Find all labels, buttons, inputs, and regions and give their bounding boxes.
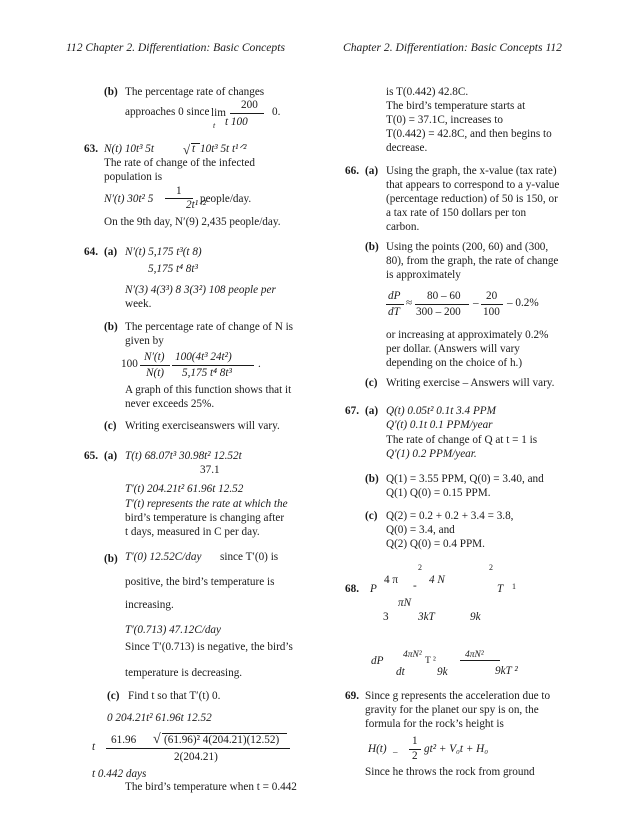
p68-3kt: 3kT — [418, 611, 435, 623]
p67a-eq-1: Q(t) 0.05t² 0.1t 3.4 PPM — [386, 405, 496, 417]
p65c-den: 2(204.21) — [174, 751, 218, 763]
p65-part-b: (b) — [104, 553, 118, 565]
p65a-eq-1: T(t) 68.07t³ 30.98t² 12.52t — [125, 450, 242, 462]
p64a-eq-2: 5,175 t⁴ 8t³ — [148, 263, 198, 275]
p63-equation: N(t) 10t³ 5t — [104, 143, 154, 155]
limit-label: lim — [211, 107, 226, 119]
limit-numerator: 200 — [241, 99, 258, 111]
p66b-dp: dP — [388, 290, 401, 302]
p65c-sqrt: (61.96)² 4(204.21)(12.52) — [164, 734, 280, 746]
p68-4pi: 4 π — [384, 574, 399, 586]
p65c-line-1: The bird’s temperature when t = 0.442 — [125, 781, 297, 793]
p65b-line-2: increasing. — [125, 599, 174, 611]
p69-minus: – — [393, 747, 398, 757]
p68-9k-2: 9k — [437, 666, 448, 678]
p67-part-a: (a) — [365, 405, 379, 417]
p68-t: T — [497, 583, 504, 595]
p66-part-c: (c) — [365, 377, 378, 389]
header-left: 112 Chapter 2. Differentiation: Basic Concepts — [66, 41, 285, 54]
p63-frac-num: 1 — [176, 185, 182, 197]
p65a-line-3: t days, measured in C per day. — [125, 526, 260, 538]
p65a-eq-2: T′(t) 204.21t² 61.96t 12.52 — [125, 483, 244, 495]
p69-h: H(t) — [368, 743, 387, 755]
p68-p: P — [370, 583, 377, 595]
sqrt-icon-2: √ — [153, 732, 161, 747]
p68-t2: T ² — [425, 656, 436, 666]
p64b-num-2: 100(4t³ 24t²) — [175, 351, 232, 363]
p65b-eq: T′(0) 12.52C/day — [125, 551, 202, 563]
p63-derivative: N′(t) 30t² 5 — [104, 193, 154, 205]
p65-part-c: (c) — [107, 690, 120, 702]
p67b-line-2: Q(1) Q(0) = 0.15 PPM. — [386, 487, 491, 499]
problem-63-number: 63. — [84, 143, 98, 155]
p68-num-2: 4πN² — [465, 650, 484, 660]
p69-line-4: Since he throws the rock from ground — [365, 766, 535, 778]
cont-line-4: T(0.442) = 42.8C, and then begins to — [386, 128, 552, 140]
p67c-line-1: Q(2) = 0.2 + 0.2 + 3.4 = 3.8, — [386, 510, 514, 522]
p63-frac-den: 2t¹ᐟ² — [186, 199, 207, 211]
problem-65-number: 65. — [84, 450, 98, 462]
p66b-dt: dT — [388, 306, 400, 318]
problem-68-number: 68. — [345, 583, 359, 595]
p66a-line-1: Using the graph, the x-value (tax rate) — [386, 165, 557, 177]
p68-sup-2: 2 — [489, 563, 493, 572]
p66b-line-3: is approximately — [386, 269, 461, 281]
p66b-line-6: depending on the choice of h.) — [386, 357, 523, 369]
p67a-eq-2: Q′(t) 0.1t 0.1 PPM/year — [386, 419, 493, 431]
p64b-den-1: N(t) — [146, 367, 165, 379]
cont-line-1: is T(0.442) 42.8C. — [386, 86, 469, 98]
p68-sup-1: 2 — [418, 563, 422, 572]
p64a-eq-1: N′(t) 5,175 t³(t 8) — [125, 246, 202, 258]
p64b-frac-bar-1 — [140, 365, 170, 366]
p63-sqrt-arg: t — [192, 143, 196, 155]
p64b-line-1: The percentage rate of change of N is — [125, 321, 294, 333]
p66-part-a: (a) — [365, 165, 379, 177]
p64b-den-2: 5,175 t⁴ 8t³ — [182, 367, 232, 379]
limit-fraction-bar — [230, 113, 264, 114]
problem-64-number: 64. — [84, 246, 98, 258]
p65b-since: since T′(0) is — [220, 551, 279, 563]
p68-one: 1 — [512, 582, 516, 591]
problem-66-number: 66. — [345, 165, 359, 177]
p66b-line-4: or increasing at approximately 0.2% — [386, 329, 549, 341]
p63-unit: people/day. — [200, 193, 252, 205]
p65c-text: Find t so that T′(t) 0. — [128, 690, 221, 702]
p64c-text: Writing exerciseanswers will vary. — [125, 420, 280, 432]
p64b-line-4: never exceeds 25%. — [125, 398, 215, 410]
p69-half-num: 1 — [412, 735, 418, 747]
p66b-frac-bar-2 — [481, 304, 503, 305]
p64a-eq-3: N′(3) 4(3³) 8 3(3²) 108 people per — [125, 284, 276, 296]
p65-part-a: (a) — [104, 450, 118, 462]
p66c-text: Writing exercise – Answers will vary. — [386, 377, 555, 389]
p68-pin: πN — [398, 597, 412, 609]
p67-part-c: (c) — [365, 510, 378, 522]
p66b-result: – 0.2% — [507, 297, 539, 309]
p66b-den-1: 300 – 200 — [416, 306, 461, 318]
p68-dp: dP — [371, 655, 384, 667]
p69-half-den: 2 — [412, 750, 418, 762]
p66b-frac-bar-1 — [415, 304, 469, 305]
p65b-line-5: temperature is decreasing. — [125, 667, 243, 679]
p65a-eq-1b: 37.1 — [200, 464, 220, 476]
p68-dash: - — [413, 580, 417, 592]
p63-line-2: population is — [104, 171, 163, 183]
limit-subscript: t — [213, 121, 216, 130]
p68-4n: 4 N — [429, 574, 445, 586]
p66a-line-5: carbon. — [386, 221, 420, 233]
header-right: Chapter 2. Differentiation: Basic Concepts 112 — [343, 41, 562, 54]
limit-denominator: t 100 — [225, 116, 248, 128]
problem-69-number: 69. — [345, 690, 359, 702]
p66b-frac-bar-0 — [386, 304, 404, 305]
p64b-line-2: given by — [125, 335, 164, 347]
p69-line-1: Since g represents the acceleration due to — [365, 690, 551, 702]
cont-line-3: T(0) = 37.1C, increases to — [386, 114, 503, 126]
p68-three: 3 — [383, 611, 389, 623]
p65b-line-4: Since T′(0.713) is negative, the bird’s — [125, 641, 293, 653]
p66b-line-5: per dollar. (Answers will vary — [386, 343, 520, 355]
p65b-line-1: positive, the bird’s temperature is — [125, 576, 275, 588]
p69-line-3: formula for the rock’s height is — [365, 718, 504, 730]
p66b-line-2: 80), from the graph, the rate of change — [386, 255, 559, 267]
part-b-label: (b) — [104, 86, 118, 98]
p66b-line-1: Using the points (200, 60) and (300, — [386, 241, 549, 253]
p66b-approx: ≈ — [406, 297, 413, 309]
p64b-100: 100 — [121, 358, 138, 370]
p67a-line-1: The rate of change of Q at t = 1 is — [386, 434, 538, 446]
p65c-num-1: 61.96 — [111, 734, 137, 746]
p66-part-b: (b) — [365, 241, 379, 253]
cont-line-5: decrease. — [386, 142, 428, 154]
p64b-num-1: N′(t) — [144, 351, 165, 363]
p67c-line-2: Q(0) = 3.4, and — [386, 524, 455, 536]
p64b-line-3: A graph of this function shows that it — [125, 384, 292, 396]
p69-line-2: gravity for the planet our spy is on, the — [365, 704, 539, 716]
p66b-minus: – — [473, 297, 479, 309]
p68-den-2: 9kT ² — [495, 665, 518, 677]
cont-line-2: The bird’s temperature starts at — [386, 100, 526, 112]
p65a-line-2: bird’s temperature is changing after — [125, 512, 285, 524]
p66b-den-2: 100 — [483, 306, 500, 318]
problem-67-number: 67. — [345, 405, 359, 417]
p66b-num-2: 20 — [486, 290, 498, 302]
p63-line-1: The rate of change of the infected — [104, 157, 255, 169]
p64b-frac-bar-2 — [172, 365, 254, 366]
part-b-text: The percentage rate of changes — [125, 86, 265, 98]
p66a-line-2: that appears to correspond to a y-value — [386, 179, 560, 191]
p63-equation-2: 10t³ 5t t¹ᐟ² — [200, 143, 247, 155]
p65c-t: t — [92, 741, 96, 753]
p65a-line-1: T′(t) represents the rate at which the — [125, 498, 288, 510]
p64-part-b: (b) — [104, 321, 118, 333]
p65c-eq-1: 0 204.21t² 61.96t 12.52 — [107, 712, 212, 724]
p68-num-1: 4πN² — [403, 650, 422, 660]
sqrt-icon: √ — [183, 142, 191, 157]
p67c-line-3: Q(2) Q(0) = 0.4 PPM. — [386, 538, 485, 550]
p64b-dot: . — [258, 358, 261, 370]
p65c-frac-bar — [106, 748, 290, 749]
p68-frac-bar — [460, 660, 500, 661]
p65c-result: t 0.442 days — [92, 768, 147, 780]
p67-part-b: (b) — [365, 473, 379, 485]
p64-part-a: (a) — [104, 246, 118, 258]
p66a-line-4: a tax rate of 150 dollars per ton — [386, 207, 527, 219]
p68-dt: dt — [396, 666, 405, 678]
p67a-line-2: Q′(1) 0.2 PPM/year. — [386, 448, 477, 460]
limit-end: 0. — [272, 106, 281, 118]
p64a-eq-4: week. — [125, 298, 152, 310]
p67b-line-1: Q(1) = 3.55 PPM, Q(0) = 3.40, and — [386, 473, 544, 485]
p66a-line-3: (percentage reduction) of 50 is 150, or — [386, 193, 558, 205]
p68-9k: 9k — [470, 611, 481, 623]
p66b-num-1: 80 – 60 — [427, 290, 461, 302]
p64-part-c: (c) — [104, 420, 117, 432]
part-b-approach: approaches 0 since — [125, 106, 210, 118]
p65b-line-3: T′(0.713) 47.12C/day — [125, 624, 221, 636]
p63-line-3: On the 9th day, N′(9) 2,435 people/day. — [104, 216, 281, 228]
p69-rest: gt² + V₀t + H₀ — [424, 743, 489, 755]
